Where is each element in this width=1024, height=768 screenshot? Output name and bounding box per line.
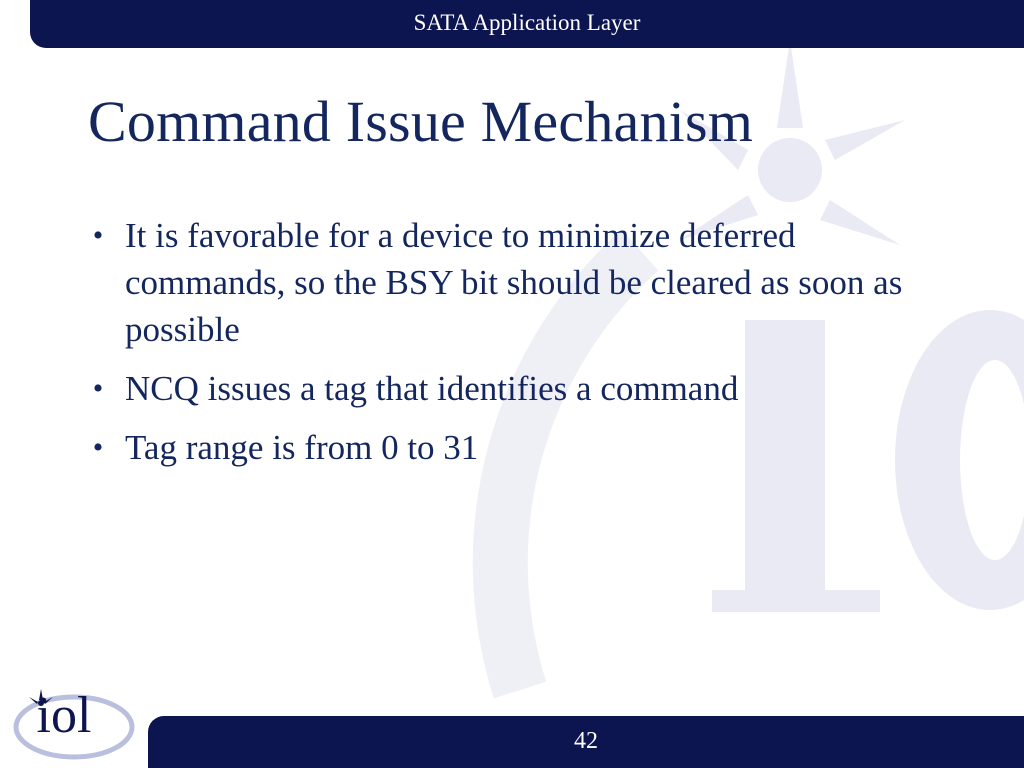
bullet-text: It is favorable for a device to minimize deferred commands, so the BSY bit should be cleared as soon as possible: [125, 216, 903, 349]
bullet-item: [88, 365, 948, 412]
bullet-item: [88, 212, 948, 353]
bullet-list: [88, 212, 948, 483]
slide-title: Command Issue Mechanism: [88, 89, 754, 154]
bullet-marker-icon: •: [92, 372, 104, 405]
footer-bar: [148, 716, 1024, 768]
bullet-item: [88, 424, 948, 471]
page-number: 42: [574, 728, 598, 754]
bullet-marker-icon: •: [92, 431, 104, 464]
logo-wordmark: iol: [36, 687, 92, 744]
bullet-marker-icon: •: [92, 219, 104, 252]
section-title: SATA Application Layer: [413, 10, 641, 35]
bullet-text: Tag range is from 0 to 31: [125, 428, 479, 467]
bullet-text: NCQ issues a tag that identifies a command: [125, 369, 739, 408]
header-bar: [30, 0, 1024, 48]
